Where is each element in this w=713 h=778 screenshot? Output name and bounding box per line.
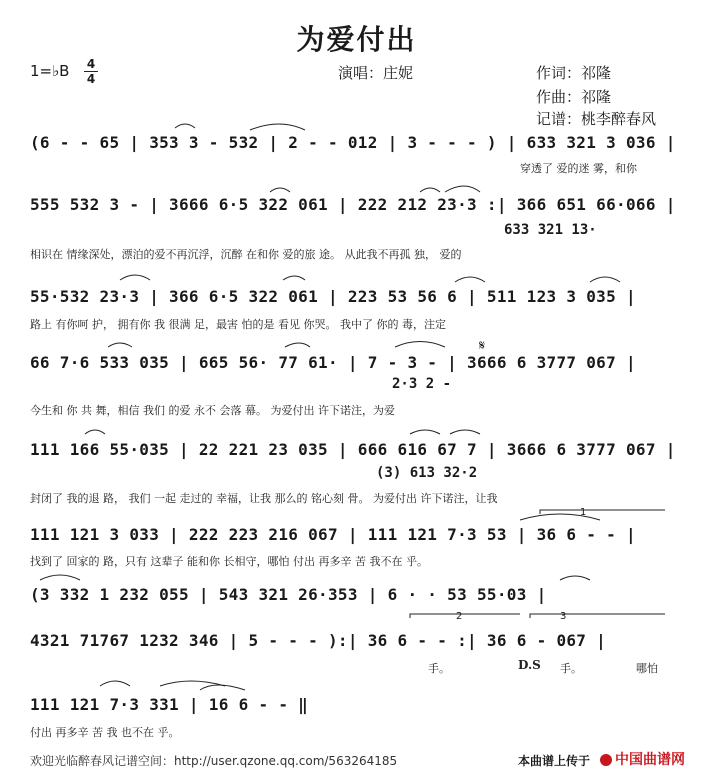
- lyrics-row-8-mid: 手。: [560, 662, 582, 675]
- segno-icon: 𝄋: [479, 338, 486, 354]
- score-row-6: 111 121 3 033 | 222 223 216 067 | 111 121 7·3 53 | 36 6 - - |: [30, 525, 636, 544]
- lyrics-row-9: 付出 再多辛 苦 我 也不在 乎。: [30, 726, 180, 739]
- time-signature-denominator: 4: [86, 72, 96, 86]
- alt-notes-row-5: (3) 613 32·2: [376, 465, 478, 481]
- site-logo: [600, 749, 685, 769]
- lyrics-row-8-right: 哪怕: [636, 662, 658, 675]
- singer-credit: 演唱：庄妮: [338, 64, 414, 82]
- alt-notes-row-2: 633 321 13·: [504, 222, 597, 238]
- site-logo-text: 中国曲谱网: [615, 752, 685, 768]
- lyrics-row-3: 路上 有你呵 护， 拥有你 我 很满 足，最害 怕的是 看见 你哭。 我中了 你的 毒，注定: [30, 318, 446, 331]
- score-row-2: 555 532 3 - | 3666 6·5 322 061 | 222 212 23·3 :| 366 651 66·066 |: [30, 195, 676, 214]
- score-row-9: 111 121 7·3 331 | 16 6 - - ‖: [30, 695, 309, 714]
- score-row-5: 111 166 55·035 | 22 221 23 035 | 666 616 67 7 | 3666 6 3777 067 |: [30, 440, 676, 459]
- footer-note: 欢迎光临醉春风记谱空间：http://user.qzone.qq.com/563264185: [30, 754, 398, 768]
- score-row-8: 4321 71767 1232 346 | 5 - - - ):| 36 6 - - :| 36 6 - 067 |: [30, 631, 607, 650]
- composer-credit: 作曲：祁隆: [536, 88, 612, 106]
- lyrics-row-5: 封闭了 我的退 路， 我们 一起 走过的 幸福，让我 那么的 铭心刻 骨。 为爱付出 许下诺注，让我: [30, 492, 498, 505]
- volta-1-label: 1: [580, 507, 587, 518]
- volta-3-label: 3: [560, 611, 567, 622]
- key-signature: 1=♭B: [30, 62, 70, 80]
- upload-note: 本曲谱上传于: [518, 754, 591, 768]
- lyricist-credit: 作词：祁隆: [536, 64, 612, 82]
- score-row-1: (6 - - 65 | 353 3 - 532 | 2 - - 012 | 3 - - - ) | 633 321 3 036 |: [30, 133, 676, 152]
- score-row-3: 55·532 23·3 | 366 6·5 322 061 | 223 53 56 6 | 511 123 3 035 |: [30, 287, 636, 306]
- score-row-4: 66 7·6 533 035 | 665 56· 77 61· | 7 - 3 - | 3666 6 3777 067 |: [30, 353, 636, 372]
- alt-notes-row-4: 2·3 2 -: [392, 376, 452, 392]
- score-row-7: (3 332 1 232 055 | 543 321 26·353 | 6 · · 53 55·03 |: [30, 585, 547, 604]
- dal-segno-mark: D.S: [518, 658, 541, 672]
- time-signature: [84, 58, 98, 85]
- logo-icon: [600, 754, 612, 766]
- lyrics-row-8-left: 手。: [428, 662, 450, 675]
- volta-2-label: 2: [456, 611, 463, 622]
- lyrics-row-1: 穿透了 爱的迷 雾，和你: [520, 162, 637, 175]
- song-title: 为爱付出: [296, 23, 417, 56]
- lyrics-row-6: 找到了 回家的 路，只有 这辈子 能和你 长相守，哪怕 付出 再多辛 苦 我不在 乎。: [30, 555, 428, 568]
- transcriber-credit: 记谱：桃李醉春风: [536, 110, 657, 128]
- lyrics-row-2: 相识在 情缘深处，漂泊的爱不再沉浮，沉醉 在和你 爱的旅 途。 从此我不再孤 独， 爱的: [30, 248, 462, 261]
- time-signature-numerator: 4: [86, 57, 96, 71]
- lyrics-row-4: 今生和 你 共 舞，相信 我们 的爱 永不 会落 幕。 为爱付出 许下诺注，为爱: [30, 404, 395, 417]
